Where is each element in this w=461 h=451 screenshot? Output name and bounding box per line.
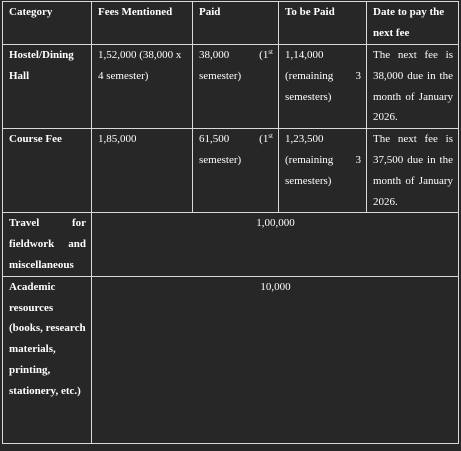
paid-rest: semester) xyxy=(199,153,242,166)
table-row xyxy=(3,129,459,213)
table-header-row xyxy=(3,2,459,45)
date-cell: The next fee is 37,500 due in the month of January 2026. xyxy=(367,129,459,213)
category-cell: Academic resources (books, research materials, printing, stationery, etc.) xyxy=(3,276,92,443)
category-cell: Hostel/Dining Hall xyxy=(3,45,92,129)
paid-ordinal xyxy=(259,129,273,150)
category-cell: Travel for fieldwork and miscellaneous xyxy=(3,213,92,276)
fees-cell: 1,52,000 (38,000 x 4 semester) xyxy=(92,45,193,129)
amount-cell: 1,00,000 xyxy=(92,213,459,276)
table-row xyxy=(3,213,459,276)
category-cell: Course Fee xyxy=(3,129,92,213)
paid-amount: 61,500 xyxy=(199,133,230,146)
paid-sup: st xyxy=(268,48,273,56)
header-category: Category xyxy=(3,2,92,45)
table-row xyxy=(3,276,459,443)
paid-open: (1 xyxy=(259,49,269,61)
fees-cell: 1,85,000 xyxy=(92,129,193,213)
fees-table xyxy=(2,1,459,444)
header-date-next-fee: Date to pay the next fee xyxy=(367,2,459,45)
paid-line xyxy=(199,129,273,150)
paid-cell xyxy=(193,129,279,213)
header-paid: Paid xyxy=(193,2,279,45)
paid-cell xyxy=(193,45,279,129)
table-row xyxy=(3,45,459,129)
amount-cell: 10,000 xyxy=(92,276,459,443)
paid-line xyxy=(199,45,273,66)
paid-rest: semester) xyxy=(199,69,242,82)
paid-amount: 38,000 xyxy=(199,49,230,61)
paid-sup: st xyxy=(268,132,273,141)
date-cell: The next fee is 38,000 due in the month of January 2026. xyxy=(367,45,459,129)
paid-ordinal xyxy=(259,45,273,66)
header-to-be-paid: To be Paid xyxy=(279,2,367,45)
to-be-paid-cell: 1,14,000 (remaining 3 semesters) xyxy=(279,45,367,129)
to-be-paid-cell: 1,23,500 (remaining 3 semesters) xyxy=(279,129,367,213)
header-fees-mentioned: Fees Mentioned xyxy=(92,2,193,45)
paid-open: (1 xyxy=(259,133,269,146)
